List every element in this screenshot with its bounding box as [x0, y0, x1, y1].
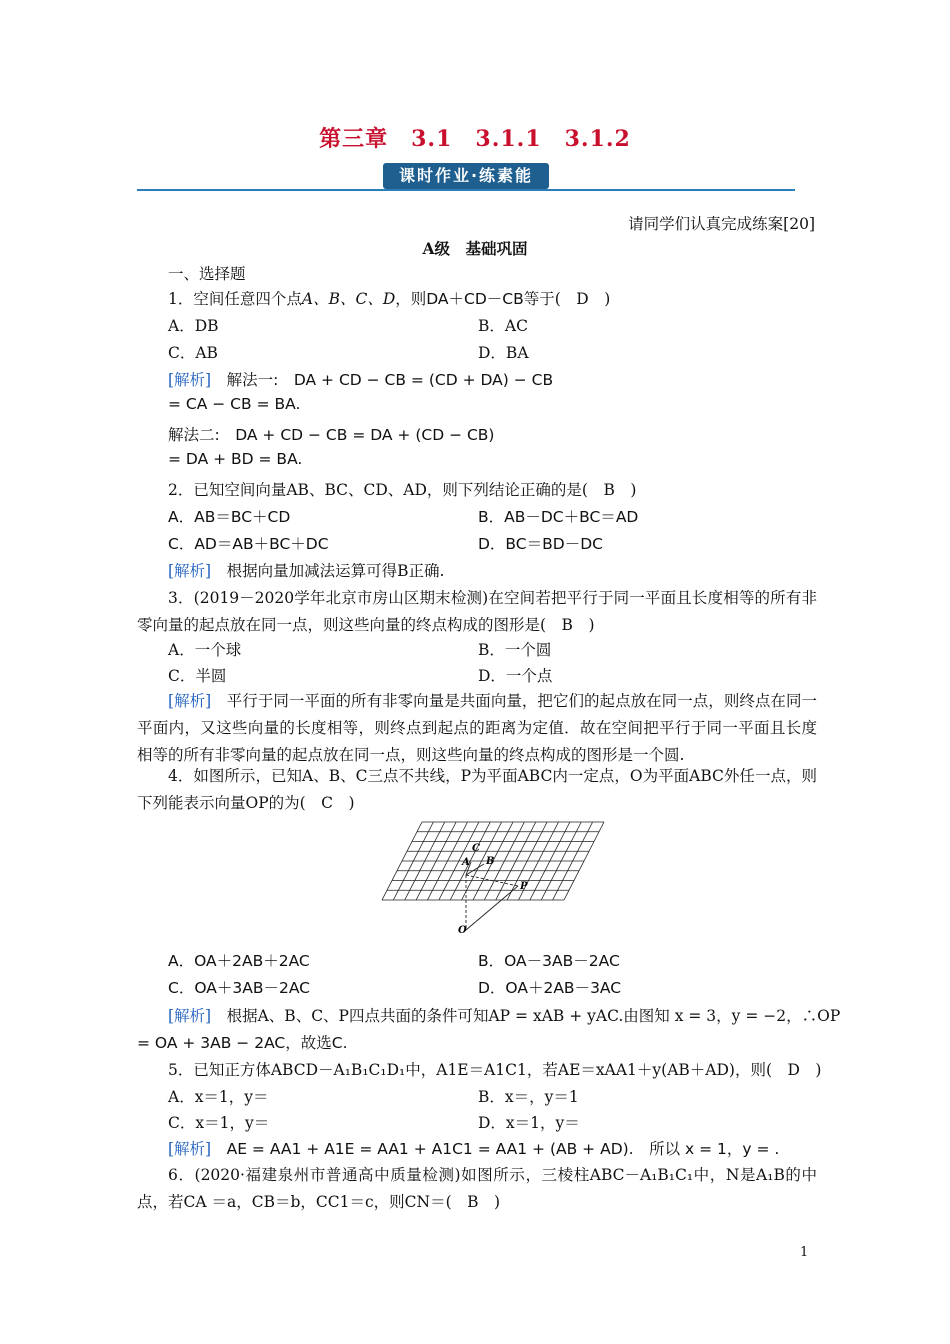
q4-option-a: A．OA＋2AB＋2AC — [168, 952, 310, 970]
question-6-stem: 6．(2020·福建泉州市普通高中质量检测)如图所示，三棱柱ABC－A₁B₁C₁中，N是A₁B的中点，若CA ＝a，CB＝b，CC1＝c，则CN＝( B ) — [137, 1166, 817, 1211]
q3-option-c: C．半圆 — [168, 667, 227, 685]
q4-solution-line-2: = OA + 3AB − 2AC，故选C. — [137, 1034, 348, 1052]
question-2-stem: 2．已知空间向量AB、BC、CD、AD，则下列结论正确的是( B ) — [168, 481, 637, 499]
question-4-stem: 4．如图所示，已知A、B、C三点不共线，P为平面ABC内一定点，O为平面ABC外任一点，则下列能表示向量OP的为( C ) — [137, 767, 817, 812]
q5-option-a: A．x＝1，y＝ — [168, 1088, 269, 1106]
q5-solution: [解析] AE = AA1 + A1E = AA1 + A1C1 = AA1 + (AB + AD). 所以 x = 1，y = . — [168, 1140, 780, 1158]
q3-solution: [解析] 平行于同一平面的所有非零向量是共面向量，把它们的起点放在同一点，则终点在同一平面内，又这些向量的长度相等，则终点到起点的距离为定值．故在空间把平行于同一平面且长度相等的所有非零向量的起点放在同一点，则这些向量的终点构成的图形是一个圆. — [137, 692, 817, 764]
q1-option-b: B．AC — [478, 317, 528, 335]
question-1-stem: 1．空间任意四个点A、B、C、D，则DA＋CD－CB等于( D ) — [168, 290, 611, 308]
figure-label-b: B — [486, 856, 495, 867]
q1-solution-line-2: = CA − CB = BA. — [168, 395, 301, 413]
q1-option-d: D．BA — [478, 344, 529, 362]
q2-option-a: A．AB＝BC＋CD — [168, 508, 291, 526]
question-5-stem: 5．已知正方体ABCD－A₁B₁C₁D₁中，A1E＝A1C1，若AE＝xAA1＋y(AB＋AD)，则( D ) — [168, 1061, 822, 1079]
q2-option-d: D．BC＝BD－DC — [478, 535, 603, 553]
q3-option-b: B．一个圆 — [478, 641, 552, 659]
figure-label-o: O — [458, 925, 467, 936]
question-4-figure — [378, 820, 610, 942]
q2-option-c: C．AD＝AB＋BC＋DC — [168, 535, 329, 553]
question-3-stem: 3．(2019－2020学年北京市房山区期末检测)在空间若把平行于同一平面且长度相等的所有非零向量的起点放在同一点，则这些向量的终点构成的图形是( B ) — [137, 589, 817, 634]
chapter-title: 第三章 3.1 3.1.1 3.1.2 — [319, 126, 631, 152]
section-heading: 一、选择题 — [168, 265, 246, 283]
figure-label-p: P — [520, 881, 528, 892]
figure-label-a: A — [462, 857, 470, 868]
q5-option-c: C．x＝1，y＝ — [168, 1114, 270, 1132]
q1-option-c: C．AB — [168, 344, 218, 362]
q2-option-b: B．AB－DC＋BC＝AD — [478, 508, 639, 526]
analysis-tag: [解析] — [168, 371, 212, 389]
q1-option-a: A．DB — [168, 317, 219, 335]
q5-option-d: D．x＝1，y＝ — [478, 1114, 580, 1132]
q2-solution: [解析] 根据向量加减法运算可得B正确. — [168, 562, 445, 580]
q4-option-d: D．OA＋2AB－3AC — [478, 979, 622, 997]
q1-solution-line-4: = DA + BD = BA. — [168, 450, 303, 468]
q1-solution-line-1: [解析] 解法一: DA + CD − CB = (CD + DA) − CB — [168, 371, 554, 389]
header-rule — [137, 189, 795, 191]
q4-solution-line-1: [解析] 根据A、B、C、P四点共面的条件可知AP = xAB + yAC.由图知 x = 3，y = −2，∴OP — [168, 1007, 841, 1025]
q3-option-a: A．一个球 — [168, 641, 242, 659]
q5-option-b: B．x＝，y＝1 — [478, 1088, 579, 1106]
q3-option-d: D．一个点 — [478, 667, 553, 685]
q4-option-c: C．OA＋3AB－2AC — [168, 979, 310, 997]
q1-solution-line-3: 解法二: DA + CD − CB = DA + (CD − CB) — [168, 426, 495, 444]
figure-label-c: C — [472, 843, 480, 854]
q4-option-b: B．OA－3AB－2AC — [478, 952, 620, 970]
practice-note: 请同学们认真完成练案[20] — [628, 215, 815, 233]
page-number: 1 — [800, 1245, 809, 1260]
section-banner: 课时作业·练素能 — [383, 163, 549, 189]
level-heading: A级 基础巩固 — [422, 239, 528, 258]
